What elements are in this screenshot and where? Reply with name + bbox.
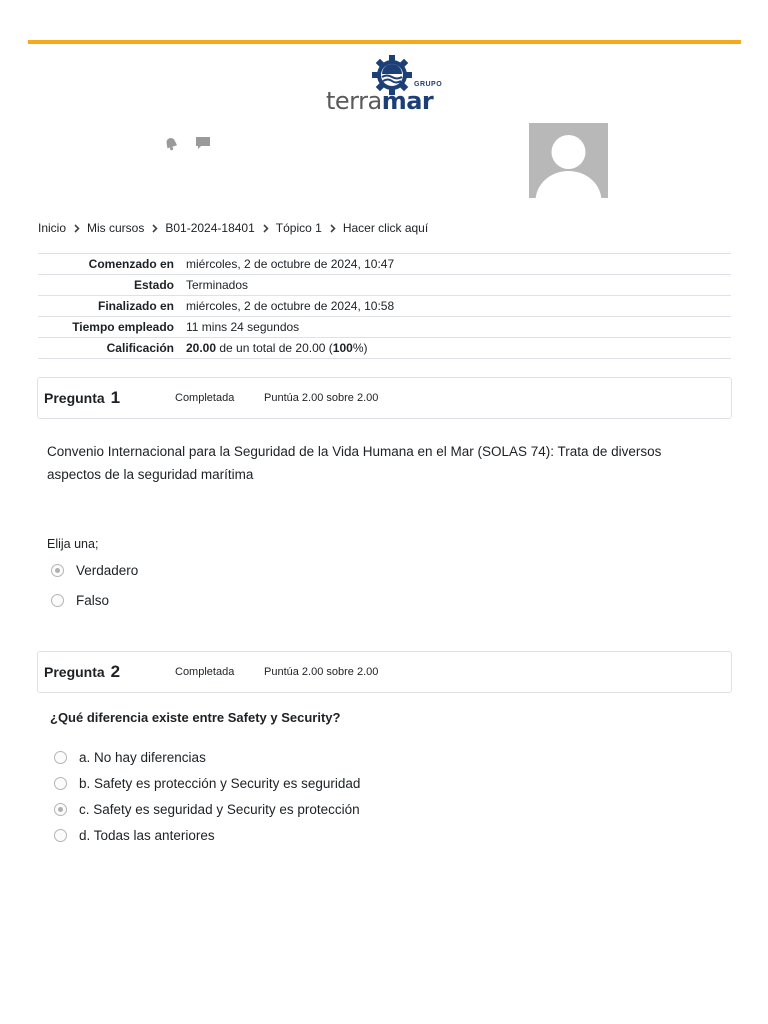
bell-icon[interactable]: [162, 134, 180, 152]
answer-label: d. Todas las anteriores: [79, 828, 215, 843]
summary-row: [38, 254, 731, 275]
answer-option-falso[interactable]: [51, 593, 109, 608]
summary-label: Estado: [133, 278, 174, 292]
answer-option-d[interactable]: [54, 828, 215, 843]
radio-button[interactable]: [54, 803, 67, 816]
grade-total: de un total de 20.00 (: [216, 341, 333, 355]
grade-percent: 100: [332, 341, 353, 355]
question-number: [44, 662, 120, 682]
question-1-header: [37, 377, 732, 419]
terramar-logo[interactable]: [322, 52, 446, 118]
answer-option-verdadero[interactable]: [51, 563, 138, 578]
radio-button[interactable]: [51, 594, 64, 607]
logo-wordmark-part2: mar: [381, 87, 434, 115]
summary-value: miércoles, 2 de octubre de 2024, 10:58: [186, 299, 395, 313]
answer-label: Falso: [76, 593, 110, 608]
answer-option-b[interactable]: [54, 776, 360, 791]
answer-label: Verdadero: [76, 563, 139, 578]
chevron-right-icon: [152, 224, 158, 233]
chat-icon[interactable]: [194, 134, 212, 152]
grade-score: 20.00: [186, 341, 217, 355]
question-number: [44, 388, 120, 408]
top-accent-bar: [28, 40, 741, 44]
summary-value: miércoles, 2 de octubre de 2024, 10:47: [186, 257, 395, 271]
question-state: Completada: [175, 666, 235, 678]
question-1-text: Convenio Internacional para la Seguridad de la Vida Humana en el Mar (SOLAS 74): Trata de diversos aspectos de la seguridad marítima: [47, 444, 662, 482]
radio-button[interactable]: [51, 564, 64, 577]
grade-end: %): [352, 341, 368, 355]
answer-label: b. Safety es protección y Security es seguridad: [79, 776, 361, 791]
breadcrumb-topic[interactable]: Tópico 1: [275, 221, 322, 235]
breadcrumb-inicio[interactable]: Inicio: [38, 221, 67, 235]
chevron-right-icon: [330, 224, 336, 233]
breadcrumb: [38, 221, 428, 235]
chevron-right-icon: [74, 224, 80, 233]
answer-label: c. Safety es seguridad y Security es protección: [79, 802, 360, 817]
question-number-value: 1: [110, 388, 121, 407]
summary-label: Finalizado en: [97, 299, 174, 313]
radio-button[interactable]: [54, 751, 67, 764]
summary-row: [38, 317, 731, 338]
logo-wordmark-part1: terra: [326, 87, 382, 115]
summary-label: Comenzado en: [88, 257, 174, 271]
question-2-header: [37, 651, 732, 693]
summary-value: Terminados: [186, 278, 249, 292]
summary-value: 11 mins 24 segundos: [186, 320, 300, 334]
answer-label: a. No hay diferencias: [79, 750, 206, 765]
chevron-right-icon: [263, 224, 269, 233]
question-number-value: 2: [110, 662, 121, 681]
question-grade: Puntúa 2.00 sobre 2.00: [264, 392, 379, 404]
question-1-prompt: Elija una;: [47, 537, 99, 551]
summary-row: [38, 296, 731, 317]
summary-label: Tiempo empleado: [72, 320, 174, 334]
answer-option-c[interactable]: [54, 802, 360, 817]
logo-tagline: GRUPO: [414, 81, 443, 88]
question-state: Completada: [175, 392, 235, 404]
question-2-text: ¿Qué diferencia existe entre Safety y Security?: [50, 710, 341, 725]
radio-button[interactable]: [54, 829, 67, 842]
attempt-summary-table: [38, 253, 731, 359]
summary-label: Calificación: [106, 341, 174, 355]
user-avatar[interactable]: [529, 123, 608, 198]
question-grade: Puntúa 2.00 sobre 2.00: [264, 666, 379, 678]
breadcrumb-mis-cursos[interactable]: Mis cursos: [87, 221, 145, 235]
answer-option-a[interactable]: [54, 750, 206, 765]
summary-row: [38, 338, 731, 359]
question-label: Pregunta: [44, 664, 105, 680]
grade-value: [181, 338, 731, 359]
summary-row: [38, 275, 731, 296]
radio-button[interactable]: [54, 777, 67, 790]
breadcrumb-course[interactable]: B01-2024-18401: [165, 221, 255, 235]
breadcrumb-activity[interactable]: Hacer click aquí: [342, 221, 429, 235]
header-icons: [162, 134, 212, 152]
logo-wordmark: [326, 89, 433, 113]
question-label: Pregunta: [44, 390, 105, 406]
